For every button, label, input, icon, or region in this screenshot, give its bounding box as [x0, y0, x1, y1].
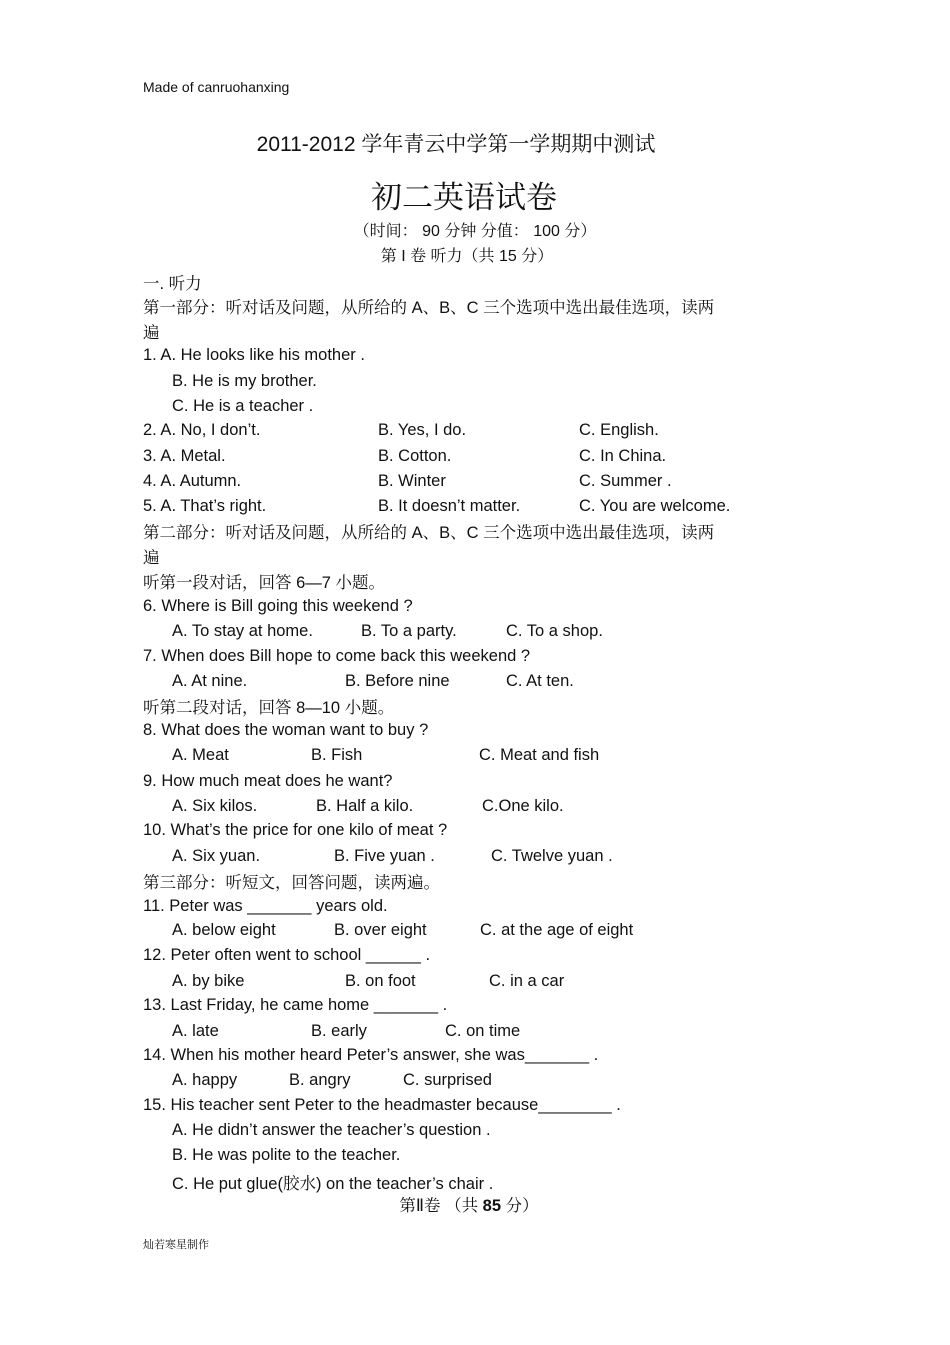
q12-option-c: C. in a car — [489, 972, 565, 990]
q7-option-c: C. At ten. — [506, 672, 574, 690]
part1-title: 第 I 卷 听力（共 15 分） — [380, 248, 554, 265]
question-8: 8. What does the woman want to buy ? — [143, 721, 429, 739]
q3-option-c: C. In China. — [579, 447, 667, 465]
q12-option-a: A. by bike — [172, 972, 245, 990]
part2-suffix: 分） — [501, 1197, 539, 1215]
q3-option-b: B. Cotton. — [378, 447, 452, 465]
q8-option-b: B. Fish — [311, 746, 363, 764]
question-11: 11. Peter was _______ years old. — [143, 897, 388, 915]
q15-option-a: A. He didn’t answer the teacher’s question . — [172, 1121, 491, 1139]
q5-option-a: 5. A. That’s right. — [143, 497, 267, 515]
q3-option-a: 3. A. Metal. — [143, 447, 226, 465]
q2-option-c: C. English. — [579, 421, 659, 439]
q10-option-c: C. Twelve yuan . — [491, 847, 613, 865]
q9-option-c: C.One kilo. — [482, 797, 564, 815]
q2-option-a: 2. A. No, I don’t. — [143, 421, 261, 439]
sec1-instruction-cont: 遍 — [143, 324, 160, 342]
q15-option-c: C. He put glue(胶水) on the teacher’s chair . — [172, 1175, 494, 1193]
q5-option-c: C. You are welcome. — [579, 497, 731, 515]
q13-option-c: C. on time — [445, 1022, 521, 1040]
q7-option-a: A. At nine. — [172, 672, 248, 690]
q4-option-b: B. Winter — [378, 472, 446, 490]
sec2-instruction-cont: 遍 — [143, 549, 160, 567]
question-10: 10. What’s the price for one kilo of meat ? — [143, 821, 448, 839]
q2-option-b: B. Yes, I do. — [378, 421, 467, 439]
part2-prefix: 第Ⅱ卷 （共 — [399, 1197, 483, 1215]
question-13: 13. Last Friday, he came home _______ . — [143, 996, 448, 1014]
q6-option-a: A. To stay at home. — [172, 622, 313, 640]
question-14: 14. When his mother heard Peter’s answer, she was_______ . — [143, 1046, 599, 1064]
exam-title-main: 初二英语试卷 — [371, 180, 557, 216]
q8-option-a: A. Meat — [172, 746, 229, 764]
q11-option-b: B. over eight — [334, 921, 427, 939]
q10-option-a: A. Six yuan. — [172, 847, 261, 865]
q1-option-c: C. He is a teacher . — [172, 397, 314, 415]
q14-option-a: A. happy — [172, 1071, 238, 1089]
q11-option-c: C. at the age of eight — [480, 921, 634, 939]
q6-option-b: B. To a party. — [361, 622, 457, 640]
part2-title — [0, 1192, 938, 1216]
question-1: 1. A. He looks like his mother . — [143, 346, 365, 364]
q4-option-a: 4. A. Autumn. — [143, 472, 242, 490]
sec1-instruction: 第一部分：听对话及问题，从所给的 A、B、C 三个选项中选出最佳选项，读两 — [143, 299, 715, 317]
q12-option-b: B. on foot — [345, 972, 416, 990]
exam-title-school: 2011-2012 学年青云中学第一学期期中测试 — [256, 133, 656, 156]
q13-option-a: A. late — [172, 1022, 219, 1040]
exam-info: （时间： 90 分钟 分值： 100 分） — [353, 223, 597, 240]
question-7: 7. When does Bill hope to come back this weekend ? — [143, 647, 531, 665]
page-footer: 灿若寒星制作 — [143, 1239, 209, 1251]
sec3-instruction: 第三部分：听短文，回答问题，读两遍。 — [143, 874, 440, 892]
q5-option-b: B. It doesn’t matter. — [378, 497, 521, 515]
q10-option-b: B. Five yuan . — [334, 847, 435, 865]
dialog1-instruction: 听第一段对话，回答 6—7 小题。 — [143, 574, 386, 592]
page-header: Made of canruohanxing — [143, 79, 290, 95]
section-title: 一. 听力 — [143, 275, 202, 293]
q13-option-b: B. early — [311, 1022, 367, 1040]
q11-option-a: A. below eight — [172, 921, 276, 939]
question-12: 12. Peter often went to school ______ . — [143, 946, 431, 964]
question-15: 15. His teacher sent Peter to the headmaster because________ . — [143, 1096, 621, 1114]
q9-option-a: A. Six kilos. — [172, 797, 258, 815]
q7-option-b: B. Before nine — [345, 672, 450, 690]
q4-option-c: C. Summer . — [579, 472, 672, 490]
q8-option-c: C. Meat and fish — [479, 746, 600, 764]
q9-option-b: B. Half a kilo. — [316, 797, 414, 815]
question-9: 9. How much meat does he want? — [143, 772, 393, 790]
q6-option-c: C. To a shop. — [506, 622, 603, 640]
q1-option-b: B. He is my brother. — [172, 372, 317, 390]
q14-option-c: C. surprised — [403, 1071, 492, 1089]
q15-option-b: B. He was polite to the teacher. — [172, 1146, 401, 1164]
part2-score: 85 — [482, 1197, 502, 1215]
sec2-instruction: 第二部分：听对话及问题，从所给的 A、B、C 三个选项中选出最佳选项，读两 — [143, 524, 715, 542]
question-6: 6. Where is Bill going this weekend ? — [143, 597, 413, 615]
q14-option-b: B. angry — [289, 1071, 351, 1089]
dialog2-instruction: 听第二段对话，回答 8—10 小题。 — [143, 699, 395, 717]
